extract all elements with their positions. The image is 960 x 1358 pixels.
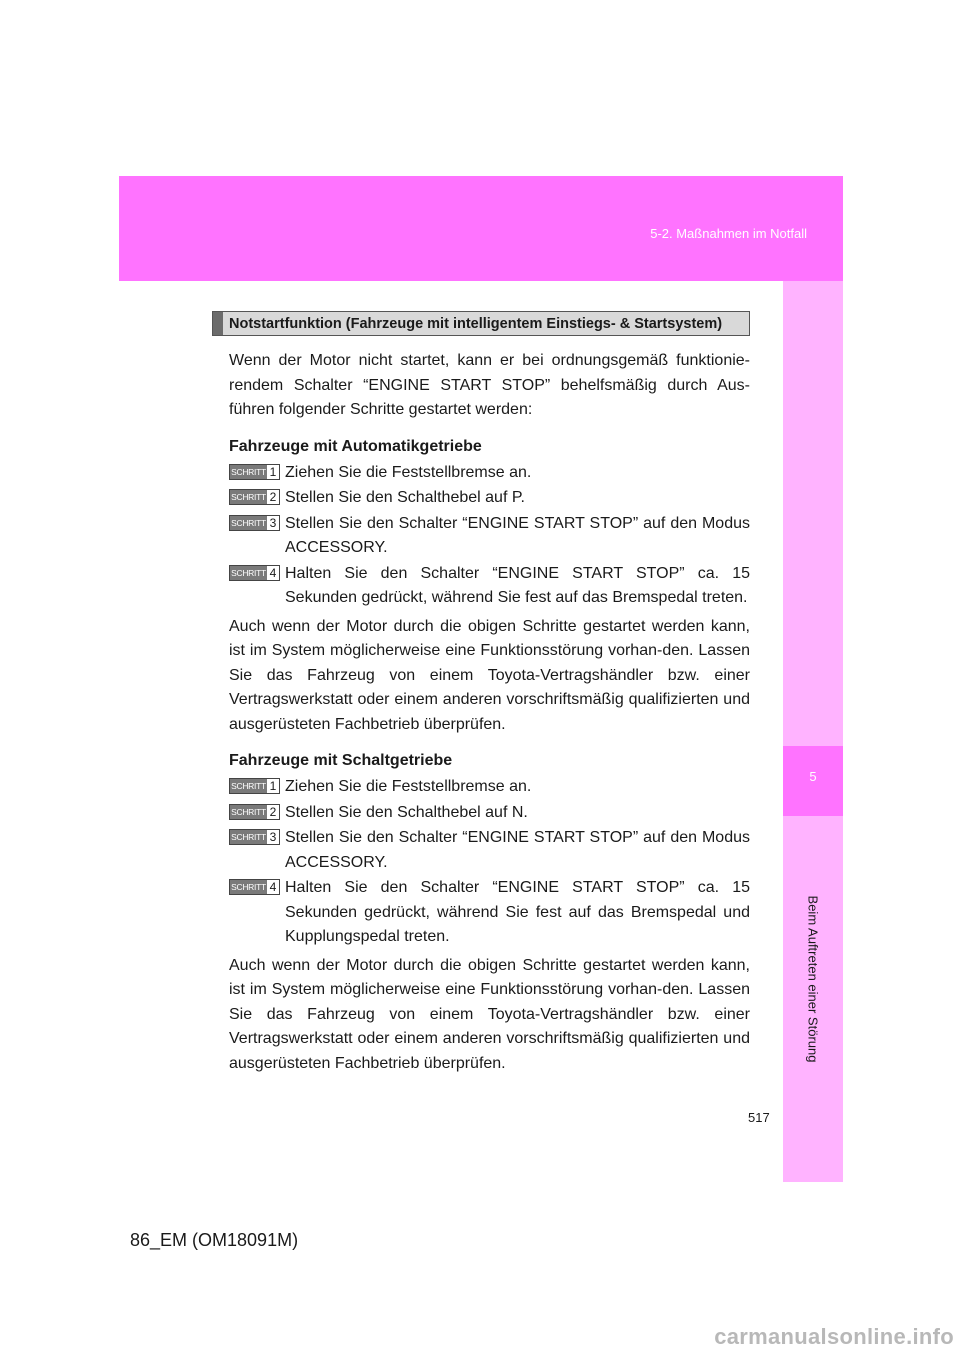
manual-step-2 [229, 801, 750, 826]
step-text: Halten Sie den Schalter “ENGINE START STOP” ca. 15 Sekunden gedrückt, während Sie fest auf das Bremspedal und Kupplungspedal treten. [285, 879, 750, 945]
watermark: carmanualsonline.info [714, 1324, 954, 1349]
chapter-number-box [783, 746, 843, 816]
step-badge-label: SCHRITT [231, 882, 266, 892]
step-badge-label: SCHRITT [231, 781, 266, 791]
automatic-step-4 [229, 562, 750, 611]
chapter-number: 5 [809, 769, 817, 784]
step-text: Ziehen Sie die Feststellbremse an. [285, 463, 532, 481]
manual-step-4 [229, 876, 750, 950]
step-number: 4 [267, 566, 279, 580]
step-number: 4 [267, 880, 279, 894]
section-title: 5-2. Maßnahmen im Notfall [650, 226, 807, 241]
step-badge-label: SCHRITT [231, 492, 266, 502]
step-number: 3 [267, 830, 279, 844]
main-content [212, 311, 750, 1076]
step-text: Stellen Sie den Schalthebel auf N. [285, 803, 528, 821]
manual-note: Auch wenn der Motor durch die obigen Schritte gestartet werden kann, ist im System möglicherweise eine Funktionsstörung vorhan-den. Lassen Sie das Fahrzeug von einem Toyota-Vertragshändler bzw. einer Vertragswerkstatt oder einem anderen vorschriftsmäßig qualifizierten und ausgerüsteten Fachbetrieb überprüfen. [229, 956, 750, 1072]
automatic-heading: Fahrzeuge mit Automatikgetriebe [229, 437, 482, 455]
step-text: Ziehen Sie die Feststellbremse an. [285, 778, 532, 795]
step-text: Stellen Sie den Schalter “ENGINE START STOP” auf den Modus ACCESSORY. [285, 829, 750, 871]
step-number: 1 [267, 465, 279, 479]
step-text: Stellen Sie den Schalter “ENGINE START STOP” auf den Modus ACCESSORY. [285, 514, 750, 556]
step-number: 3 [267, 516, 279, 530]
chapter-side-tab [783, 281, 843, 1182]
step-badge [229, 879, 280, 895]
step-badge-label: SCHRITT [231, 567, 266, 578]
step-badge-label: SCHRITT [231, 517, 266, 528]
step-number: 2 [267, 805, 279, 819]
manual-step-3 [229, 826, 750, 875]
step-badge-label: SCHRITT [231, 832, 266, 842]
step-badge [229, 565, 280, 581]
step-badge-label: SCHRITT [231, 806, 266, 817]
manual-step-1 [229, 775, 750, 800]
manual-heading: Fahrzeuge mit Schaltgetriebe [229, 752, 453, 769]
chapter-name: Beim Auftreten einer Störung [805, 895, 821, 1063]
step-badge [229, 778, 280, 794]
header-band [119, 176, 843, 281]
document-code: 86_EM (OM18091M) [130, 1230, 299, 1250]
step-badge [229, 464, 280, 480]
step-badge [229, 804, 280, 820]
step-text: Halten Sie den Schalter “ENGINE START STOP” ca. 15 Sekunden gedrückt, während Sie fest auf das Bremspedal treten. [285, 564, 750, 606]
automatic-step-1 [229, 461, 750, 486]
automatic-step-2 [229, 486, 750, 511]
section-heading-title: Notstartfunktion (Fahrzeuge mit intelligentem Einstiegs- & Startsystem) [229, 316, 723, 332]
step-badge-label: SCHRITT [231, 466, 266, 477]
automatic-step-3 [229, 512, 750, 561]
heading-marker [213, 312, 223, 335]
page-number: 517 [748, 1110, 770, 1125]
automatic-note: Auch wenn der Motor durch die obigen Schritte gestartet werden kann, ist im System möglicherweise eine Funktionsstörung vorhan-den. Lassen Sie das Fahrzeug von einem Toyota-Vertragshändler bzw. einer Vertragswerkstatt oder einem anderen vorschriftsmäßig qualifizierten und ausgerüsteten Fachbetrieb überprüfen. [229, 617, 750, 733]
step-badge [229, 829, 280, 845]
intro-paragraph: Wenn der Motor nicht startet, kann er bei ordnungsgemäß funktionie-rendem Schalter “ENGINE START STOP” behelfsmäßig durch Aus-führen folgender Schritte gestartet werden: [229, 352, 750, 418]
section-heading-bar [212, 311, 750, 336]
step-text: Stellen Sie den Schalthebel auf P. [285, 489, 525, 506]
step-number: 2 [267, 490, 279, 504]
step-badge [229, 489, 280, 505]
step-number: 1 [267, 779, 279, 793]
step-badge [229, 515, 280, 531]
